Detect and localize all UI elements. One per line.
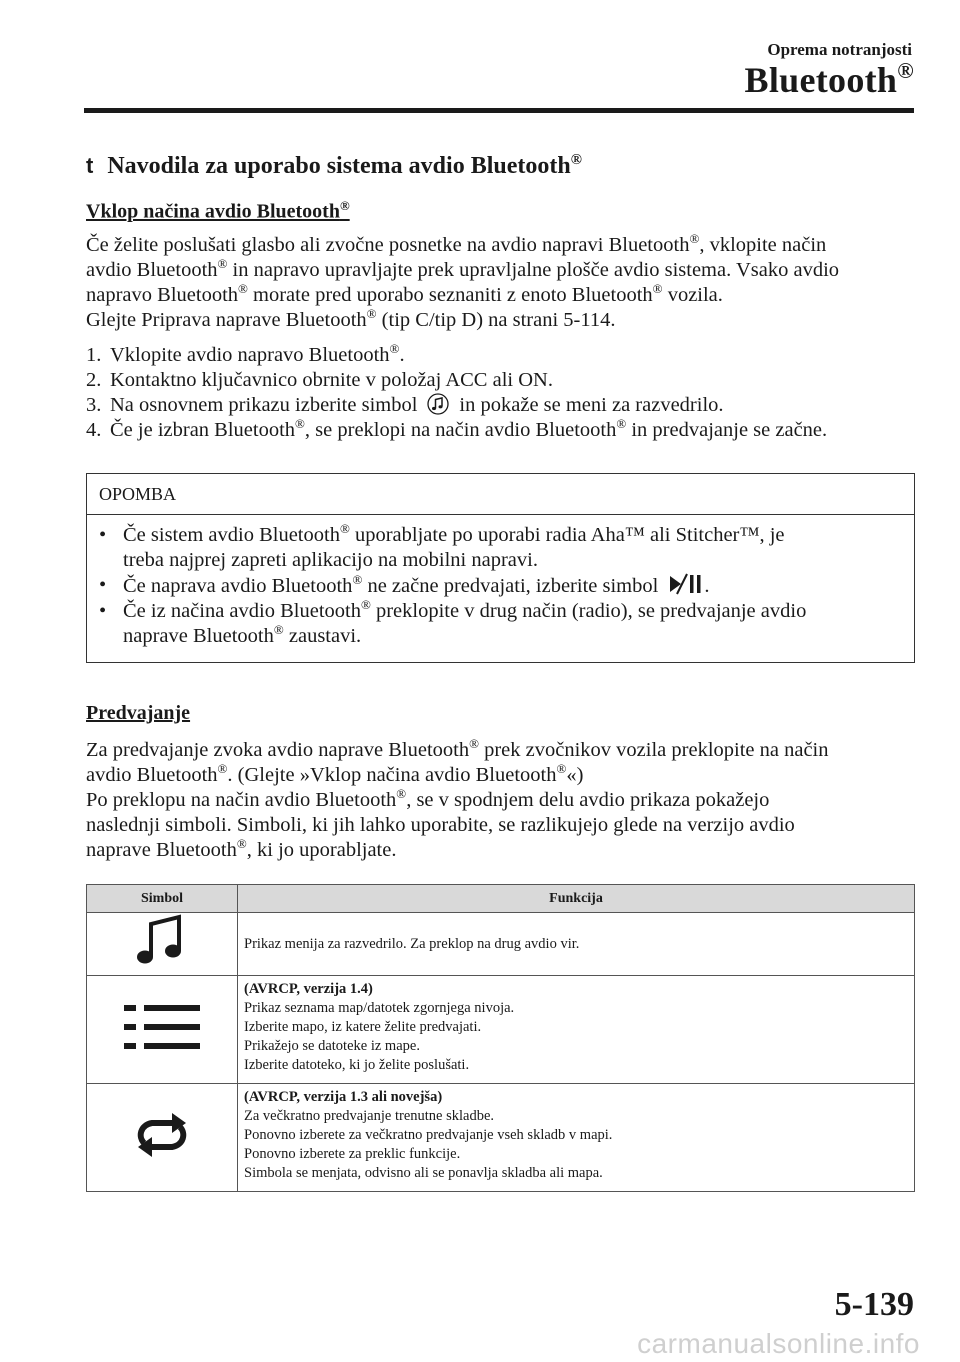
playback-paragraph: Za predvajanje zvoka avdio naprave Bluetooth® prek zvočnikov vozila preklopite na način avdio Bluetooth®. (Glejte »Vklop načina avdio Bluetooth®«) Po preklopu na način avdio Bluetooth®, se v spodnjem delu avdio prikaza pokažejo naslednji simboli. Simboli, ki jih lahko uporabite, se razlikujejo glede na verzijo avdio naprave Bluetooth®, ki jo uporabljate. xyxy=(86,736,829,861)
list-item: • Če naprava avdio Bluetooth® ne začne predvajati, izberite simbol . xyxy=(99,572,710,597)
function-cell: (AVRCP, verzija 1.4) Prikaz seznama map/datotek zgornjega nivoja. Izberite mapo, iz katere želite predvajati. Prikažejo se datoteke iz mape. Izberite datoteko, ki jo želite poslušati. xyxy=(238,976,915,1084)
repeat-icon xyxy=(130,1111,194,1159)
intro-paragraph: Če želite poslušati glasbo ali zvočne posnetke na avdio napravi Bluetooth®, vklopite način avdio Bluetooth® in napravo upravljajte prek upravljalne plošče avdio sistema. Vsako avdio napravo Bluetooth® morate pred uporabo seznaniti z enoto Bluetooth® vozila. Glejte Priprava naprave Bluetooth® (tip C/tip D) na strani 5-114. xyxy=(86,231,840,331)
running-header-title: Bluetooth® xyxy=(744,58,914,100)
steps-list xyxy=(86,343,926,443)
list-item: 2. Kontaktno ključavnico obrnite v položaj ACC ali ON. xyxy=(86,369,553,391)
table-header-row xyxy=(87,885,915,913)
table-row xyxy=(87,1084,915,1192)
list-icon xyxy=(120,999,204,1055)
music-note-icon xyxy=(132,913,192,969)
section-bullet: t xyxy=(86,153,94,178)
table-row xyxy=(87,976,915,1084)
list-item: 4. Če je izbran Bluetooth®, se preklopi na način avdio Bluetooth® in predvajanje se začne. xyxy=(86,416,828,441)
header-rule xyxy=(84,108,914,113)
section-heading: t Navodila za uporabo sistema avdio Bluetooth® xyxy=(86,152,582,179)
subheading-playback: Predvajanje xyxy=(86,702,191,724)
list-item: • Če iz načina avdio Bluetooth® preklopite v drug način (radio), se predvajanje avdio naprave Bluetooth® zaustavi. xyxy=(99,597,807,647)
page-number: 5-139 xyxy=(834,1286,914,1323)
symbol-cell xyxy=(87,976,238,1084)
column-header-function: Funkcija xyxy=(238,885,915,913)
subheading-enable-mode: Vklop načina avdio Bluetooth® xyxy=(86,198,350,223)
running-header-section: Oprema notranjosti xyxy=(767,40,912,59)
symbol-table xyxy=(86,884,915,1192)
note-box xyxy=(86,473,915,663)
music-note-icon xyxy=(427,393,449,415)
column-header-symbol: Simbol xyxy=(87,885,238,913)
function-cell: Prikaz menija za razvedrilo. Za preklop na drug avdio vir. xyxy=(238,913,915,976)
note-title: OPOMBA xyxy=(87,474,914,515)
watermark: carmanualsonline.info xyxy=(637,1328,920,1359)
symbol-cell xyxy=(87,913,238,976)
list-item: 1. Vklopite avdio napravo Bluetooth®. xyxy=(86,341,405,366)
list-item: • Če sistem avdio Bluetooth® uporabljate po uporabi radia Aha™ ali Stitcher™, je treba najprej zapreti aplikacijo na mobilni napravi. xyxy=(99,521,785,571)
list-item: 3. Na osnovnem prikazu izberite simbol in pokaže se meni za razvedrilo. xyxy=(86,394,724,416)
symbol-cell xyxy=(87,1084,238,1192)
play-pause-icon xyxy=(668,573,704,595)
table-row xyxy=(87,913,915,976)
function-cell: (AVRCP, verzija 1.3 ali novejša) Za večkratno predvajanje trenutne skladbe. Ponovno izberete za večkratno predvajanje vseh skladb v mapi. Ponovno izberete za preklic funkcije. Simbola se menjata, odvisno ali se ponavlja skladba ali mapa. xyxy=(238,1084,915,1192)
